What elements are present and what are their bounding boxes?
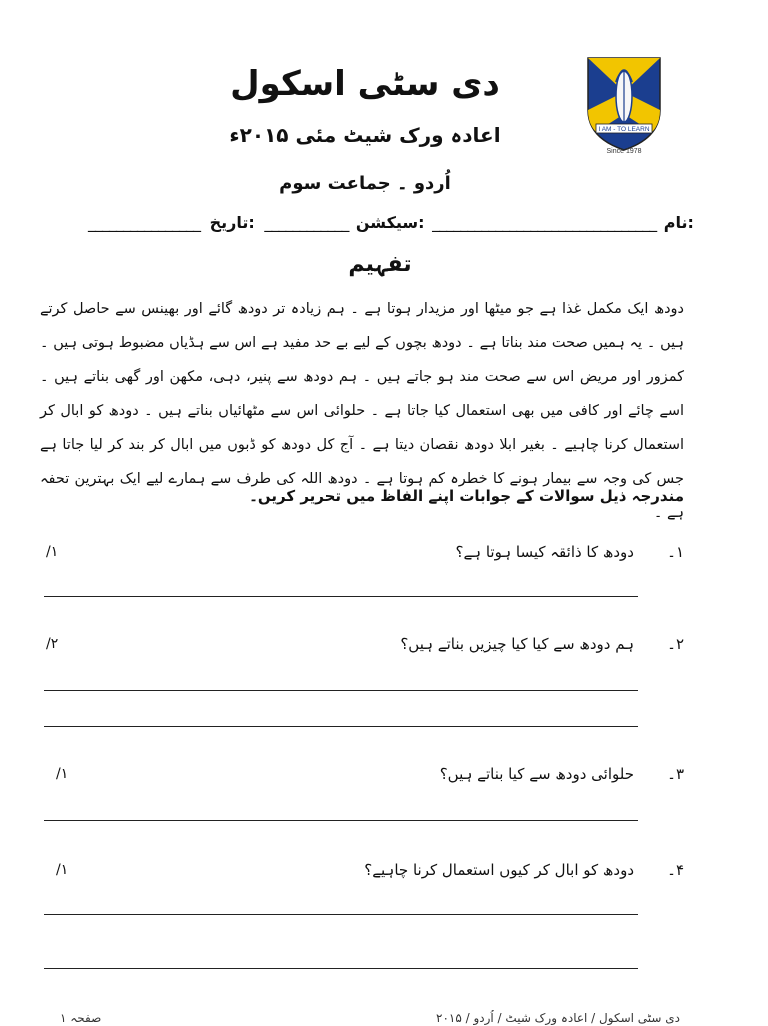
question-2-text: ہم دودھ سے کیا کیا چیزیں بناتے ہیں؟ xyxy=(400,635,634,653)
answer-line-4a[interactable] xyxy=(44,914,638,915)
question-3-number: ۳۔ xyxy=(667,765,684,783)
question-4-number: ۴۔ xyxy=(667,861,684,879)
student-info-row xyxy=(88,208,694,238)
question-4-text: دودھ کو ابال کر کیوں استعمال کرنا چاہیے؟ xyxy=(364,861,634,879)
question-3-text: حلوائی دودھ سے کیا بناتے ہیں؟ xyxy=(439,765,634,783)
question-1-marks: /۱ xyxy=(46,544,59,560)
answer-line-2a[interactable] xyxy=(44,690,638,691)
svg-text:Since 1978: Since 1978 xyxy=(606,148,642,155)
name-label: نام: xyxy=(663,213,694,232)
answer-line-1[interactable] xyxy=(44,596,638,597)
school-name: دی سٹی اسکول xyxy=(230,64,500,104)
section-field[interactable]: ____________ xyxy=(264,213,349,232)
question-2-marks: /۲ xyxy=(46,636,59,652)
question-4-marks: /۱ xyxy=(56,862,69,878)
passage-heading: تفہیم xyxy=(348,252,412,277)
date-field[interactable]: ________________ xyxy=(88,213,200,232)
answer-line-4b[interactable] xyxy=(44,968,638,969)
date-label: تاریخ: xyxy=(209,213,255,232)
svg-text:I AM - TO LEARN: I AM - TO LEARN xyxy=(598,126,650,133)
school-crest-icon xyxy=(582,52,666,156)
school-logo xyxy=(582,52,666,156)
section-label: سیکشن: xyxy=(355,213,425,232)
page-number: صفحہ ۱ xyxy=(60,1011,102,1025)
question-1-text: دودھ کا ذائقہ کیسا ہوتا ہے؟ xyxy=(455,543,634,561)
comprehension-passage: دودھ ایک مکمل غذا ہے جو میٹھا اور مزیدار ہوتا ہے ۔ ہم زیادہ تر دودھ گائے اور بھینس سے حاصل کرتے ہیں ۔ یہ ہمیں صحت مند بناتا ہے ۔ دودھ بچوں کے لیے بے حد مفید ہے اس سے ہڈیاں مضبوط ہوتی ہیں ۔ کمزور اور مریض اس سے صحت مند ہو جاتے ہیں ۔ ہم دودھ سے پنیر، دہی، مکھن اور گھی بناتے ہیں ۔ اسے چائے اور کافی میں بھی استعمال کیا جاتا ہے ۔ حلوائی اس سے مٹھائیاں بناتے ہیں ۔ دودھ کو ابال کر استعمال کرنا چاہیے ۔ بغیر ابلا دودھ نقصان دیتا ہے ۔ آج کل دودھ کو ڈبوں میں ابال کر بند کر لیا جاتا ہے جس کی وجہ سے بیمار ہونے کا خطرہ کم ہوتا ہے ۔ دودھ اللہ کی طرف سے ہمارے لیے ایک بہترین تحفہ ہے ۔ xyxy=(40,301,684,521)
answer-line-3[interactable] xyxy=(44,820,638,821)
question-2-number: ۲۔ xyxy=(667,635,684,653)
subject-class: اُردو ۔ جماعت سوم xyxy=(279,173,451,194)
name-field[interactable]: ________________________________ xyxy=(432,213,657,232)
footer-text: دی سٹی اسکول / اعادہ ورک شیٹ / اُردو / ۲۰۱۵ xyxy=(436,1011,680,1025)
question-1-number: ۱۔ xyxy=(667,543,684,561)
question-3-marks: /۱ xyxy=(56,766,69,782)
instructions: مندرجہ ذیل سوالات کے جوابات اپنے الفاظ میں تحریر کریں۔ xyxy=(249,487,684,505)
worksheet-title: اعادہ ورک شیٹ مئی ۲۰۱۵ء xyxy=(229,123,501,147)
answer-line-2b[interactable] xyxy=(44,726,638,727)
